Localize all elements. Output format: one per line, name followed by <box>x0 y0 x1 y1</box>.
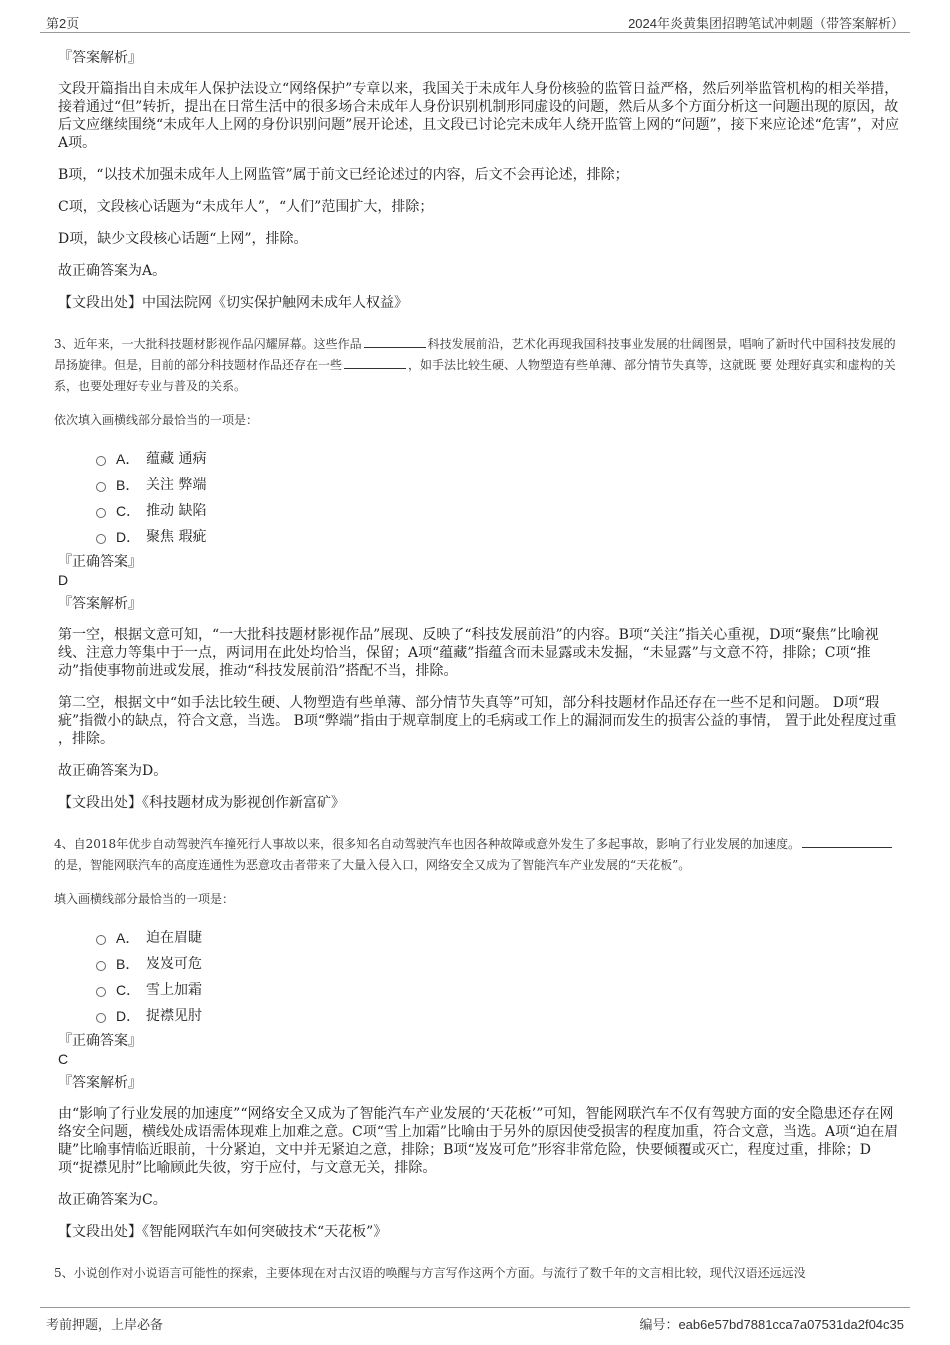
q3-question: 3、近年来，一大批科技题材影视作品闪耀屏幕。这些作品 科技发展前沿，艺术化再现我国科技事业发展的壮阔图景，唱响了新时代中国科技发展的昂扬旋律。但是，目前的部分科技题材作品还存在一些 ，如手法比较生硬、人物塑造有些单薄、部分情节失真等，这就既 要 处理好真实和虚构的关系，也要处理好专业与普及的关系。 <box>54 337 896 393</box>
q4-option-d[interactable]: D． 捉襟见肘 <box>96 1003 900 1029</box>
q3-prompt: 依次填入画横线部分最恰当的一项是： <box>54 413 259 427</box>
q3-answer: D <box>58 572 69 588</box>
q3-option-b[interactable]: B． 关注 弊端 <box>96 472 900 498</box>
page-footer <box>40 1307 910 1334</box>
q4-analysis-label: 『答案解析』 <box>58 1075 142 1091</box>
q3-option-a[interactable]: A． 蕴藏 通病 <box>96 446 900 472</box>
footer-slogan: 考前押题，上岸必备 <box>46 1318 164 1333</box>
q4-answer-label: 『正确答案』 <box>58 1033 142 1049</box>
q2-analysis-para-5: 故正确答案为A。 <box>58 263 167 279</box>
page-number: 第2页 <box>46 16 80 31</box>
radio-icon[interactable] <box>96 534 106 544</box>
q2-analysis-para-2: B项，“以技术加强未成年人上网监管”属于前文已经论述过的内容，后文不会再论述，排除； <box>58 167 629 183</box>
radio-icon[interactable] <box>96 1013 106 1023</box>
q3-blank-2 <box>344 356 406 369</box>
q3-option-d[interactable]: D． 聚焦 瑕疵 <box>96 524 900 550</box>
q5-question: 5、小说创作对小说语言可能性的探索，主要体现在对古汉语的唤醒与方言写作这两个方面。与流行了数千年的文言相比较，现代汉语还远远没 <box>54 1266 806 1280</box>
q4-answer: C <box>58 1051 69 1067</box>
q4-blank <box>802 835 892 848</box>
q4-source: 【文段出处】《智能网联汽车如何突破技术“天花板”》 <box>58 1224 388 1240</box>
q2-analysis-para-4: D项，缺少文段核心话题“上网”，排除。 <box>58 231 308 247</box>
q4-prompt: 填入画横线部分最恰当的一项是： <box>54 892 235 906</box>
radio-icon[interactable] <box>96 935 106 945</box>
q4-analysis-para-2: 故正确答案为C。 <box>58 1192 167 1208</box>
q3-option-c[interactable]: C． 推动 缺陷 <box>96 498 900 524</box>
document-id: 编号：eab6e57bd7881cca7a07531da2f04c35 <box>639 1317 904 1332</box>
q3-analysis-para-1: 第一空，根据文意可知，“一大批科技题材影视作品”展现、反映了“科技发展前沿”的内容。B项“关注”指关心重视，D项“聚焦”比喻视线、注意力等集中于一点，两词用在此处均恰当，保留；A项“蕴藏”指蕴含而未显露或未发掘，“未显露”与文意不符，排除；C项“推动”指使事物前进或发展，推动“科技发展前沿”搭配不当，排除。 <box>58 627 879 679</box>
q4-option-c[interactable]: C． 雪上加霜 <box>96 977 900 1003</box>
radio-icon[interactable] <box>96 961 106 971</box>
document-title: 2024年炎黄集团招聘笔试冲刺题（带答案解析） <box>628 16 904 31</box>
radio-icon[interactable] <box>96 482 106 492</box>
radio-icon[interactable] <box>96 508 106 518</box>
document-body <box>54 42 900 1294</box>
q3-analysis-label: 『答案解析』 <box>58 596 142 612</box>
q3-analysis-para-3: 故正确答案为D。 <box>58 763 168 779</box>
q2-source: 【文段出处】中国法院网《切实保护触网未成年人权益》 <box>58 295 408 311</box>
radio-icon[interactable] <box>96 987 106 997</box>
q3-options <box>96 446 900 550</box>
q3-answer-label: 『正确答案』 <box>58 554 142 570</box>
q2-analysis-label: 『答案解析』 <box>58 50 142 66</box>
q4-analysis-para-1: 由“影响了行业发展的加速度”“网络安全又成为了智能汽车产业发展的‘天花板’”可知，智能网联汽车不仅有驾驶方面的安全隐患还存在网络安全问题，横线处成语需体现难上加难之意。C项“雪上加霜”比喻由于另外的原因使受损害的程度加重，符合文意，当选。A项“迫在眉睫”比喻事情临近眼前，十分紧迫，文中并无紧迫之意，排除；B项“岌岌可危”形容非常危险，快要倾覆或灭亡，程度过重，排除；D项“捉襟见肘”比喻顾此失彼，穷于应付，与文意无关，排除。 <box>58 1106 899 1176</box>
q4-option-a[interactable]: A． 迫在眉睫 <box>96 925 900 951</box>
q2-analysis-para-1: 文段开篇指出自未成年人保护法设立“网络保护”专章以来，我国关于未成年人身份核验的监管日益严格，然后列举监管机构的相关举措，接着通过“但”转折，提出在日常生活中的很多场合未成年人身份识别机制形同虚设的问题，然后从多个方面分析这一问题出现的原因，故后文应继续围绕“未成年人上网的身份识别问题”展开论述，且文段已讨论完未成年人绕开监管上网的“问题”，接下来应论述“危害”，对应A项。 <box>58 81 899 151</box>
q4-question: 4、自2018年优步自动驾驶汽车撞死行人事故以来，很多知名自动驾驶汽车也因各种故障或意外发生了多起事故，影响了行业发展的加速度。的是，智能网联汽车的高度连通性为恶意攻击者带来了大量入侵入口，网络安全又成为了智能汽车产业发展的“天花板”。 <box>54 834 900 876</box>
radio-icon[interactable] <box>96 456 106 466</box>
q3-source: 【文段出处】《科技题材成为影视创作新富矿》 <box>58 795 345 811</box>
q4-option-b[interactable]: B． 岌岌可危 <box>96 951 900 977</box>
q3-analysis-para-2: 第二空，根据文中“如手法比较生硬、人物塑造有些单薄、部分情节失真等”可知，部分科技题材作品还存在一些不足和问题。 D项“瑕疵”指微小的缺点，符合文意，当选。 B项“弊端”指由于规章制度上的毛病或工作上的漏洞而发生的损害公益的事情， 置于此处程度过重 ，排除。 <box>58 695 897 747</box>
q2-analysis-para-3: C项，文段核心话题为“未成年人”，“人们”范围扩大，排除； <box>58 199 434 215</box>
q4-options <box>96 925 900 1029</box>
q3-blank-1 <box>364 335 426 348</box>
page-header <box>40 10 910 33</box>
